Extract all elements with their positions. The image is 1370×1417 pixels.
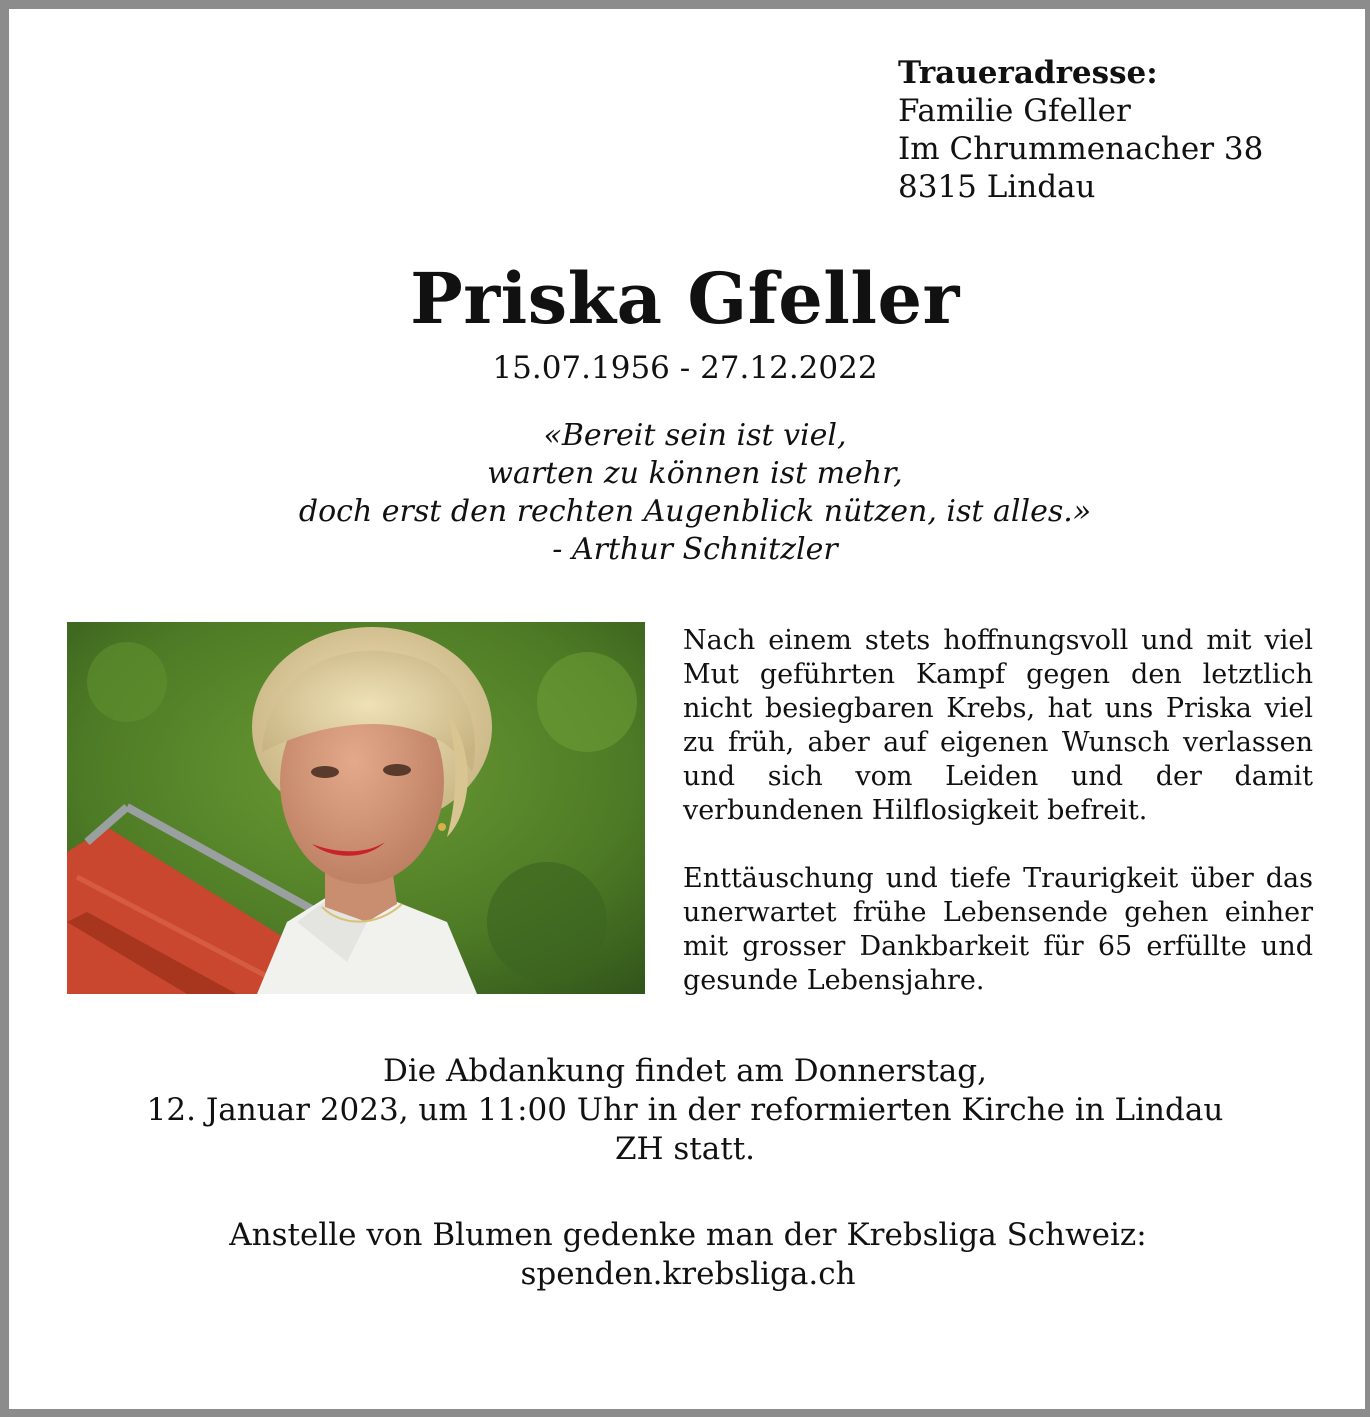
donation-link: spenden.krebsliga.ch [520, 1256, 856, 1292]
donation-line: Anstelle von Blumen gedenke man der Krebsliga Schweiz: [229, 1217, 1147, 1253]
donation-info [0, 1216, 1370, 1294]
service-line: ZH statt. [614, 1131, 756, 1167]
deceased-name: Priska Gfeller [410, 257, 960, 340]
obituary-text [683, 624, 1313, 998]
quote-author: - Arthur Schnitzler [552, 532, 838, 567]
story-paragraph: Nach einem stets hoffnungsvoll und mit viel Mut geführten Kampf gegen den letztlich nicht besiegbaren Krebs, hat uns Priska viel zu früh, aber auf eigenen Wunsch verlassen und sich vom Leiden und der damit verbundenen Hilflosigkeit befreit. [683, 625, 1313, 826]
memorial-quote [0, 417, 1370, 569]
story-paragraph: Enttäuschung und tiefe Traurigkeit über das unerwartet frühe Lebensende gehen einher mit grosser Dankbarkeit für 65 erfüllte und gesunde Lebensjahre. [683, 863, 1313, 996]
quote-line: doch erst den rechten Augenblick nützen, ist alles.» [298, 494, 1092, 529]
address-label: Traueradresse: [898, 55, 1158, 91]
address-line: Familie Gfeller [898, 93, 1131, 129]
portrait-photo [67, 622, 645, 994]
address-line: 8315 Lindau [898, 169, 1096, 205]
quote-line: «Bereit sein ist viel, [543, 418, 847, 453]
life-dates: 15.07.1956 - 27.12.2022 [492, 350, 878, 386]
quote-line: warten zu können ist mehr, [487, 456, 903, 491]
funeral-service-info [0, 1052, 1370, 1169]
mourning-address [898, 54, 1263, 206]
address-line: Im Chrummenacher 38 [898, 131, 1264, 167]
service-line: Die Abdankung findet am Donnerstag, [383, 1053, 987, 1089]
service-line: 12. Januar 2023, um 11:00 Uhr in der reformierten Kirche in Lindau [146, 1092, 1224, 1128]
